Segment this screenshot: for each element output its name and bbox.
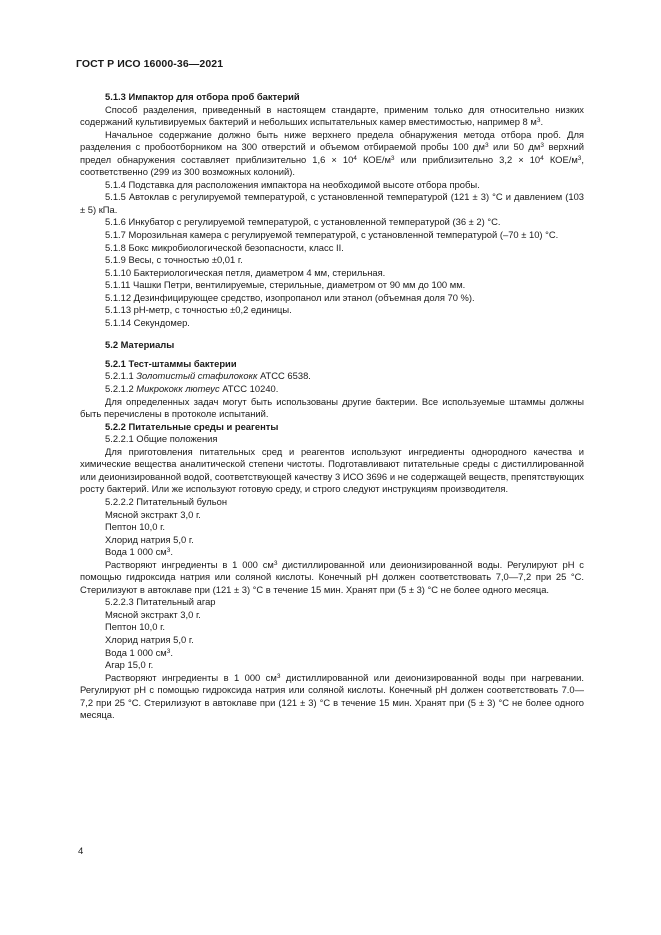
strain-name-micrococcus: Микрококк лютеус <box>136 383 220 395</box>
broth-ingredient: Мясной экстракт 3,0 г. <box>105 508 201 520</box>
strain-name-staphylococcus: Золотистый стафилококк <box>136 370 258 382</box>
strain-item-5-2-1-2: 5.2.1.2 Микрококк лютеус АТСС 10240. <box>105 383 279 395</box>
equipment-item-5-1-4: 5.1.4 Подставка для расположения импактора на необходимой высоте отбора пробы. <box>105 178 480 190</box>
heading-5-1-3: 5.1.3 Импактор для отбора проб бактерий <box>105 91 300 102</box>
equipment-item-5-1-9: 5.1.9 Весы, с точностью ±0,01 г. <box>105 254 243 266</box>
paragraph-general-provisions: Для приготовления питательных сред и реагентов используют ингредиенты однородного качества и химические вещества аналитической степени чистоты. Подготавливают питательные среды с дистиллированной или деионизированной водой, соответствующей качеству 3 ИСО 3696 и не содержащей веществ, препятствующих росту бактерий. Или же используют готовую среду, и строго следуют инструкциям производителя. <box>80 445 584 495</box>
heading-5-2: 5.2 Материалы <box>105 339 175 351</box>
equipment-item-5-1-12: 5.1.12 Дезинфицирующее средство, изопропанол или этанол (объемная доля 70 %). <box>105 291 475 303</box>
broth-ingredient: Пептон 10,0 г. <box>105 521 165 533</box>
agar-ingredient-water: Вода 1 000 $см^3$. <box>105 646 173 658</box>
subheading-5-2-2-2: 5.2.2.2 Питательный бульон <box>105 495 228 507</box>
broth-ingredient: Хлорид натрия 5,0 г. <box>105 533 194 545</box>
paragraph-broth-preparation: Растворяют ингредиенты в 1 000 $см^3$ дистиллированной или деионизированной воды. Регулируют pH с помощью гидроксида натрия или соляной кислоты. Конечный pH должен соответствовать 7,0—7,2 при 25 °С. Стерилизуют в автоклаве при (121 ± 3) °С в течение 15 мин. Хранят при (5 ± 3) °С не более одного месяца. <box>80 558 584 595</box>
document-body <box>80 91 584 722</box>
paragraph-5-1-3-scope: Способ разделения, приведенный в настоящем стандарте, применим только для относительно низких содержаний культивируемых бактерий и небольших испытательных камер вместимостью, например 8 $м^3$. <box>80 103 584 128</box>
page-number: 4 <box>78 846 84 857</box>
paragraph-agar-preparation: Растворяют ингредиенты в 1 000 $см^3$ дистиллированной или деионизированной воды при нагревании. Регулируют pH с помощью гидроксида натрия или соляной кислоты. Конечный pH должен соответствовать 7.0—7,2 при 25 °С. Стерилизуют в автоклаве при (121 ± 3) °С в течение 15 мин. Хранят при (5 ± 3) °С не более одного месяца. <box>80 671 584 721</box>
subheading-5-2-2-1: 5.2.2.1 Общие положения <box>105 433 218 445</box>
equipment-item-5-1-7: 5.1.7 Морозильная камера с регулируемой температурой, с установленной температурой (–70 ± 10) °С. <box>105 229 559 241</box>
heading-5-2-1: 5.2.1 Тест-штаммы бактерии <box>105 357 237 369</box>
strain-item-5-2-1-1: 5.2.1.1 Золотистый стафилококк АТСС 6538. <box>105 370 311 382</box>
agar-ingredient-agar: Агар 15,0 г. <box>105 659 154 671</box>
equipment-item-5-1-6: 5.1.6 Инкубатор с регулируемой температурой, с установленной температурой (36 ± 2) °С. <box>105 216 501 228</box>
equipment-item-5-1-13: 5.1.13 pH-метр, с точностью ±0,2 единицы. <box>105 304 292 316</box>
broth-ingredient-water: Вода 1 000 $см^3$. <box>105 546 173 558</box>
equipment-item-5-1-11: 5.1.11 Чашки Петри, вентилируемые, стерильные, диаметром от 90 мм до 100 мм. <box>105 279 466 291</box>
equipment-item-5-1-8: 5.1.8 Бокс микробиологической безопасности, класс II. <box>105 241 344 253</box>
document-header-title: ГОСТ Р ИСО 16000-36—2021 <box>76 58 224 70</box>
equipment-item-5-1-5: 5.1.5 Автоклав с регулируемой температурой, с установленной температурой (121 ± 3) °С и давлением (103 ± 5) кПа. <box>80 191 584 215</box>
equipment-item-5-1-14: 5.1.14 Секундомер. <box>105 316 190 328</box>
heading-5-2-2: 5.2.2 Питательные среды и реагенты <box>105 420 279 432</box>
agar-ingredient: Хлорид натрия 5,0 г. <box>105 633 194 645</box>
agar-ingredient: Мясной экстракт 3,0 г. <box>105 608 201 620</box>
agar-ingredient: Пептон 10,0 г. <box>105 621 165 633</box>
paragraph-5-1-3-detection-limit: Начальное содержание должно быть ниже верхнего предела обнаружения метода отбора проб. Для разделения с пробоотборником на 300 отверстий и объемом отбираемой пробы 100 $дм^3$ или 50 $дм^3$ верхний предел обнаружения составляет приблизительно $1,6 \times 10^4$ КОЕ/$м^3$ или приблизительно $3,2 \times 10^4$ КОЕ/$м^3$, соответственно (299 из 300 возможных колоний). <box>80 128 585 178</box>
subheading-5-2-2-3: 5.2.2.3 Питательный агар <box>105 596 216 608</box>
equipment-item-5-1-10: 5.1.10 Бактериологическая петля, диаметром 4 мм, стерильная. <box>105 266 386 278</box>
strain-note: Для определенных задач могут быть использованы другие бактерии. Все используемые штаммы должны быть перечислены в протоколе испытаний. <box>80 395 584 420</box>
